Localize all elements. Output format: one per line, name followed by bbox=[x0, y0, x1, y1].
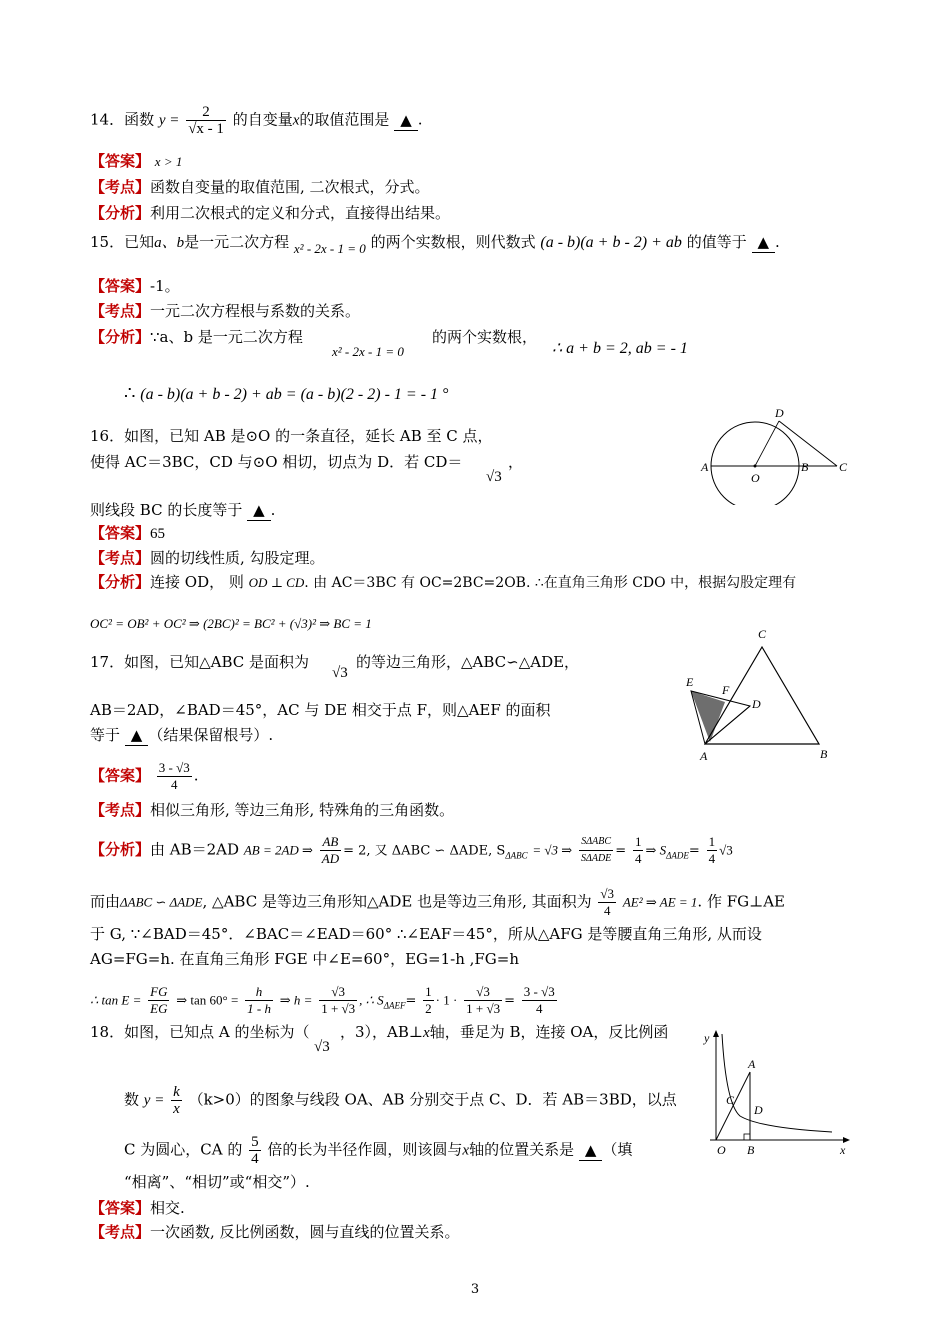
label-c: C bbox=[726, 1093, 735, 1107]
q16-fenxi: 【分析】连接 OD， 则 OD ⊥ CD. 由 AC＝3BC 有 OC=2BC=2OB. ∴在直角三角形 CDO 中，根据勾股定理有 bbox=[90, 573, 797, 591]
q15-answer: 【答案】-1。 bbox=[90, 277, 180, 295]
label-b: B bbox=[801, 460, 809, 474]
label-o: O bbox=[751, 471, 760, 485]
label-d: D bbox=[775, 406, 784, 420]
answer-blank: ▲ bbox=[247, 500, 271, 521]
page-number: 3 bbox=[470, 1282, 480, 1297]
q16-kaodian: 【考点】圆的切线性质, 勾股定理。 bbox=[90, 549, 325, 567]
q17-figure bbox=[680, 622, 840, 767]
label-a: A bbox=[700, 749, 708, 763]
label-b: B bbox=[747, 1143, 755, 1157]
answer-blank: ▲ bbox=[752, 232, 776, 253]
q17-fenxi-e: ∴ tan E = $\frac{FG}{EG}$ ⇒ tan 60° = $\frac{h}{1 - h}$ ⇒ h = $\frac{√3}{1 + √3}$ , ∴ $S_{\Delta AEF}=$ $\frac{1}{2}$ · 1 · $\frac{√3}{1 + √3}$ = $\frac{3 - √3}{4}$ bbox=[90, 984, 555, 1016]
right-angle bbox=[744, 1134, 750, 1140]
q18-kaodian: 【考点】一次函数, 反比例函数，圆与直线的位置关系。 bbox=[90, 1223, 460, 1241]
q17-stem-1: 17．如图，已知△ABC 是面积为 bbox=[90, 653, 310, 671]
circle-o bbox=[711, 422, 799, 505]
answer-blank: ▲ bbox=[394, 110, 418, 131]
label-d: D bbox=[754, 1103, 763, 1117]
label-b: B bbox=[820, 747, 828, 761]
q14-answer: 【答案】 x > 1 bbox=[90, 152, 183, 170]
label-y: y bbox=[704, 1031, 710, 1045]
q17-fenxi: 【分析】由 AB＝2AD AB = 2AD ⇒ $\frac{AB}{AD}$ = 2, 又 ΔABC ∽ ΔADE, $S_{\Delta ABC} = √3$ ⇒ $\frac{\text{SΔABC}}{\text{SΔADE}}$ = $\frac{1}{4}$ ⇒ $S_{\Delta ADE}=$ $\frac{1}{4}$ √3 bbox=[90, 834, 733, 866]
q18-stem-3: C 为圆心，CA 的 $\frac{5}{4}$ 倍的长为半径作圆，则该圆与x轴的位置关系是 ▲ （填 bbox=[124, 1134, 633, 1167]
line-od bbox=[755, 421, 779, 466]
q15-kaodian: 【考点】一元二次方程根与系数的关系。 bbox=[90, 302, 361, 320]
q16-stem-2: 使得 AC＝3BC，CD 与⊙O 相切，切点为 D．若 CD＝ bbox=[90, 453, 463, 471]
q18-figure bbox=[700, 1028, 860, 1160]
q17-kaodian: 【考点】相似三角形, 等边三角形, 特殊角的三角函数。 bbox=[90, 801, 455, 819]
q16-stem-1: 16．如图，已知 AB 是⊙O 的一条直径，延长 AB 至 C 点， bbox=[90, 427, 493, 445]
q17-stem-2: AB＝2AD，∠BAD＝45°，AC 与 DE 相交于点 F，则△AEF 的面积 bbox=[90, 701, 551, 719]
q15-fenxi: 【分析】∵a、b 是一元二次方程 bbox=[90, 328, 303, 346]
q16-figure bbox=[695, 405, 855, 505]
q18-answer: 【答案】相交. bbox=[90, 1199, 185, 1217]
q14-stem: 14．函数 y = $\frac{2}{√x - 1}$ 的自变量x的取值范围是 ▲ . bbox=[90, 104, 423, 137]
q17-stem-3: 等于 ▲ （结果保留根号）. bbox=[90, 726, 274, 744]
label-e: E bbox=[686, 675, 694, 689]
label-d: D bbox=[752, 697, 761, 711]
answer-blank: ▲ bbox=[125, 725, 149, 746]
q17-fenxi-d: AG=FG=h. 在直角三角形 FGE 中∠E=60°，EG=1-h ,FG=h bbox=[90, 950, 520, 968]
q18-stem-1: 18．如图，已知点 A 的坐标为（ bbox=[90, 1023, 310, 1041]
q17-fenxi-c: 于 G, ∵∠BAD＝45°．∠BAC＝∠EAD＝60° ∴∠EAF＝45°，所从△AFG 是等腰直角三角形, 从而设 bbox=[90, 925, 762, 943]
q18-stem-4: “相离”、“相切”或“相交”）. bbox=[124, 1173, 310, 1191]
q16-fenxi-eq: OC² = OB² + OC² ⇒ (2BC)² = BC² + (√3)² ⇒ BC = 1 bbox=[90, 616, 372, 631]
label-c: C bbox=[758, 627, 767, 641]
label-f: F bbox=[722, 683, 730, 697]
q15-fenxi-result: ∴ (a - b)(a + b - 2) + ab = (a - b)(2 - 2) - 1 = - 1 ° bbox=[124, 383, 449, 404]
q14-fenxi: 【分析】利用二次根式的定义和分式，直接得出结果。 bbox=[90, 204, 451, 222]
label-x: x bbox=[840, 1143, 846, 1157]
q18-stem-2: 数 y = $\frac{k}{x}$ （k>0）的图象与线段 OA、AB 分别交于点 C、D．若 AB＝3BD，以点 bbox=[124, 1084, 677, 1117]
hyperbola bbox=[722, 1034, 832, 1132]
q15-stem: 15．已知a、b是一元二次方程 x² - 2x - 1 = 0 的两个实数根，则代数式 (a - b)(a + b - 2) + ab 的值等于 ▲ . bbox=[90, 233, 780, 256]
label-c: C bbox=[839, 460, 848, 474]
q16-answer: 【答案】65 bbox=[90, 524, 166, 542]
answer-blank: ▲ bbox=[579, 1140, 603, 1161]
label-a: A bbox=[701, 460, 709, 474]
q14-fraction: $\frac{2}{√x - 1}$ bbox=[188, 104, 224, 137]
q14-kaodian: 【考点】函数自变量的取值范围, 二次根式，分式。 bbox=[90, 178, 430, 196]
q17-answer: 【答案】 $\frac{3 - √3}{4}$ . bbox=[90, 760, 199, 792]
q17-fenxi-b: 而由ΔABC ∽ ΔADE, △ABC 是等边三角形知△ADE 也是等边三角形, 其面积为 $\frac{√3}{4}$ AE² ⇒ AE = 1. 作 FG⊥AE bbox=[90, 886, 785, 918]
q16-stem-3: 则线段 BC 的长度等于 ▲ . bbox=[90, 501, 276, 519]
label-o: O bbox=[717, 1143, 726, 1157]
label-a: A bbox=[748, 1057, 756, 1071]
